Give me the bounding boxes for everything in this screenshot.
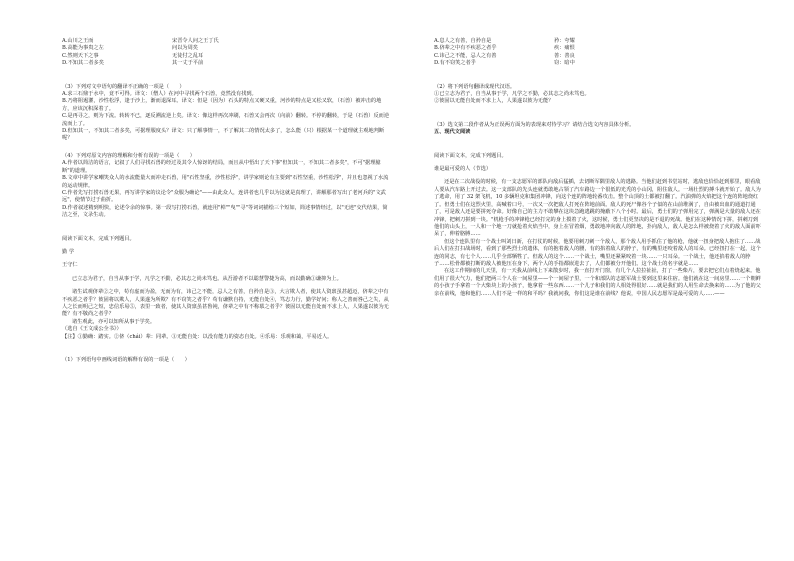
passage-notes: 【注】①勤确：踏实。②侪（chái）辈：同辈。③无能自处：以没有能力的姿态自处。④乐易：乐观和蔼，平易近人。 (62, 333, 333, 340)
passage-paragraph: 诸生观此，亦可以知所从事于学矣。 (72, 318, 156, 325)
q3-option-c: C.是再寻之，则为下流。转转不已，逐反溯流逆上矣。译文：像这样再次冲刷，石兽又会再次（向前）翻转。不停的翻转，于是（石兽）反而逆流而上了。 (62, 113, 390, 127)
story-paragraph: 在这工作期间的几天里，有一天我从前线上下来散步时，我一直打开门窗，有几个人拉拉扯扯，打了一些柴片，要去把它们点着烧起来。他们用了很大气力，他们把两三个人在一间屋里——个一间屋子里，一个和部队的志愿军战士要到这里来住宿。他们就在这一间房里……一个朝鲜的小孩子手拿着一个大柴块上的小孩子，他拿着一些东西……一个儿子和我们的人相处得很好……就是我们的人用生命去换来的……为了他的父亲在前线，他和他们……人们不是一样的和平吗？我就问我，你们这是谁在前线？他说，中国人民志愿军是最可爱的人……—— (434, 268, 761, 297)
passage-title: 勤 学 (62, 248, 75, 255)
q3-option-d: D.但知其一，不知其二者多矣，可据理服度头？译文：只了解事情一，不了解其二的情况太多了，怎么能（只）根据某一个道理就主观地判断呢？ (62, 128, 385, 142)
option-row: B.侪辈之中有不疾恶之者乎 疾：痛恨 (434, 45, 575, 52)
section-heading: 五、现代文阅读 (434, 129, 471, 136)
option-row: A.息人之有善，自矜自是 矜：夸耀 (434, 38, 575, 44)
q2-item: ①已立志为君子，自当从事于学，凡学之不勤，必其志之尚未笃也。 (434, 91, 590, 98)
option-row: B.高能为事贵之左 问以为周矣 (62, 45, 198, 52)
option-row: D.不知其二者多矣 其一丈于平前 (62, 60, 204, 67)
reading-prompt: 阅读下面文本，完成下列题目。 (62, 235, 135, 242)
option-row: A.山川之王而 宋晋令人问之王丁氏 (62, 38, 219, 44)
story-paragraph: 还是在二次战役的时候，有一支志愿军的部队向敌后猛插，去切断军隅里敌人的逃路。当他们赶到书堂站时，逃敌也恰恰赶到那里，眼看敌人要从汽车路上开过去。这一支部队的先头连就勇敢地占领了汽车路边一个很低的光秃的小山冈，阻住敌人。一场壮烈的搏斗就开始了。敌人为了逃命，用了 32 架飞机，10 多辆坦克和集团冲锋，向这个连的阵地轮番攻击。整个山顶的土都被打翻了。汽油弹的火焰把这个连的阵地烧红了。但勇士们在这烈火里，高喊着口号，一次又一次把敌人打死在阵地前面。敌人的死尸像谷个子似的在山前堆满了，自由被出血的通道打通了，可是敌人还是要拼死夺命。好像自己的主力不敢攀在这块急跑逃跳的掩蔽下八个小时。最后，勇士们的子弹用完了，弹满是大量的敌人还在冲锋，把刺刀拼到一块。"机枪手的冲锋枪已经打完的身上摸着了火，这时候，勇士们更坚决的是不退的死战。他们在这种情况下拼，拼刺刀到他们的山头上，一人和一个地一刀就抢着火焰当中，身上在冒着烟，勇敢地冲向敌人的阵地，扑向敌人，敌人是怎么样被烧着了火的敌人面前吓呆了，伸着胳膊…… (434, 179, 761, 238)
question-3: （3）选文第二段作者从为正误两方面为的表现来对待学习？请结合选文内容具体分析。 (434, 121, 635, 128)
question-3: （3）下列对文中语句的翻译不正确的一项是（ ） (62, 83, 185, 90)
q2-item: ②彼固以无能自处而不求上人，人果遂以彼为无能？ (434, 98, 554, 105)
question-1: （1）下列语句中画线词语的解释有误的一项是（ ） (62, 357, 190, 363)
option-row: D.有不窃笑之者乎 窃：暗中 (434, 60, 575, 67)
passage-source: （选自《王文成公全书》） (62, 326, 122, 333)
question-4: （4）下列对原文内容的理解和分析有误的一项是（ ） (62, 152, 195, 159)
q3-option-a: A.求三石鼎于水中，竟不可得。译文：（僧人）在河中寻找两个石兽，竟然没有找到。 (62, 91, 257, 98)
left-column (62, 38, 390, 364)
q3-option-b: B.乃将阻遏灌，沙性松浮，逢于沙上，渐而退深耳。译文：但是（因为）石头的特点又硬又重，河沙的特点是又松又软，（石兽）被冲击的地方，应该沉积深着了。 (62, 98, 382, 112)
q4-option-c: C.作者先写打捞石兽无果，再写讲学家的议论令"众服为确论"——由此众人，连讲者也几乎以为这就是真理了，讲解那者写出了老河兵的"文武远"，使情节过于曲折。 (62, 189, 386, 204)
question-2: （2）将下列语句翻译成现代汉语。 (434, 83, 516, 90)
passage-author: 王守仁 (62, 262, 78, 269)
q4-option-d: D.作者叙述精到明快，论述令余的惊事。第一段写打捞石兽，就连用"棹""曳""寻"等词词描绘三个短如，简述事情经过，以"无迹"交代结果，简洁之至，文录生动。 (62, 204, 388, 219)
q4-option-a: A.作者以简洁的语言，记叙了人们寻找石兽的经过及其令人惊讶的结局，而且从中悟出了天下事"但知其一，不知其二者多矣"，不可"据理臆断"的道理。 (62, 160, 381, 174)
passage-paragraph: 已立志为君子，自当从事于学，凡学之不勤，必其志之尚未笃也。从吾游者不以聪慧警捷为高，而以勤确①谦抑为上。 (72, 275, 342, 282)
reading-prompt: 阅读下面文本，完成下列题目。 (434, 152, 507, 159)
option-row: C.讳己之不能，忌人之有善 善：善良 (434, 52, 575, 59)
option-row: C.然则天下之事 无徒付之乱耳 (62, 52, 204, 59)
story-paragraph: 但这个连队里有一个战士叫刘日新，在打仗的时候，他要用刺刀刺一个敌人，那个敌人用手抓住了他的枪，他就一扭身把敌人抱住了……战后人们在打扫战场时，看到了那些烈士的遗体，有的抱着敌人的腰，有的掐着敌人的脖子，有的嘴里还咬着敌人的耳朵。已经扭打在一起，这个连的同志，有七个人……几乎全部牺牲了。但敌人的这个……一个战士，嘴里还紧紧咬着一块……一只耳朵。一个战士，他还掐着敌人的脖子……松骨都被打断的敌人被他压在身下，两个人的手指都嵌进去了，人们都被分开他们。这个战士的名字就是…… (434, 238, 761, 267)
right-column (434, 38, 762, 298)
story-title: 谁是最可爱的人（节选） (434, 166, 492, 173)
q4-option-b: B.文章中讲学家嘲笑众人的水流能量大而冲走石兽，用"石性坚重，沙性松浮"，讲学家则论有主要到"石性坚重，沙性松浮"，并且也忽视了水流的运动规律。 (62, 175, 389, 189)
passage-paragraph: 诸生试观侪辈②之中，苟有虚而为盈，无而为有，讳己之不能，忌人之有善，自矜自是③，大言欺人者，使其人资禀虽甚超迈，侪辈之中有不疾恶之者乎？彼固将以欺人，人果遂为所欺？有不窃笑之者乎？苟有谦默自持，无能自处④，笃志力行，勤学好问；称人之善而咎己之失，从人之长而明己之短，忠信乐易⑤，表里一致者，使其人资禀虽甚鲁钝，侪辈之中有不称慕之者乎？彼固以无能自处而不求上人，人果遂以彼为无能？有不敬尚之者乎？ (62, 289, 389, 318)
